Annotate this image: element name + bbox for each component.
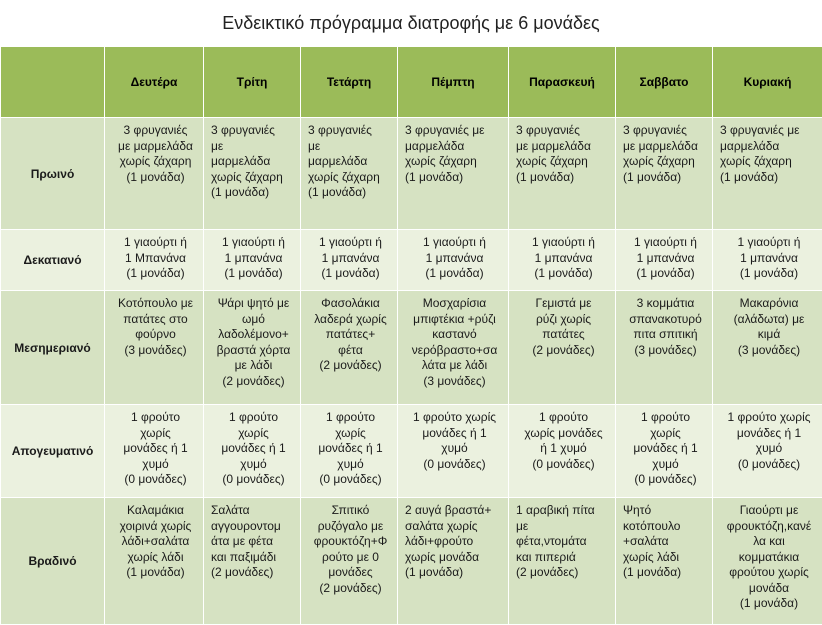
meal-cell-text: Σπιτικό ρυζόγαλο με φρουκτόζη+Φ ρούτο με 0 μονάδες (2 μονάδες) xyxy=(301,498,397,596)
meal-cell xyxy=(398,230,509,291)
meal-cell xyxy=(616,405,713,498)
meal-cell xyxy=(713,291,822,405)
meal-cell xyxy=(204,118,301,230)
meal-cell xyxy=(105,230,204,291)
meal-cell-text: 1 αραβική πίτα με φέτα,ντομάτα και πιπεριά (2 μονάδες) xyxy=(509,498,615,581)
meal-cell-text: 2 αυγά βραστά+ σαλάτα χωρίς λάδι+φρούτο χωρίς μονάδα (1 μονάδα) xyxy=(398,498,508,581)
meal-cell xyxy=(301,230,398,291)
meal-cell xyxy=(616,230,713,291)
meal-cell-text: Ψητό κοτόπουλο +σαλάτα χωρίς λάδι (1 μονάδα) xyxy=(616,498,712,581)
meal-cell xyxy=(301,405,398,498)
meal-cell-text: 3 φρυγανιές με μαρμελάδα χωρίς ζάχαρη (1 μονάδα) xyxy=(105,118,203,185)
meal-cell-text: 1 γιαούρτι ή 1 μπανάνα (1 μονάδα) xyxy=(509,230,615,282)
meal-cell xyxy=(105,291,204,405)
meal-cell xyxy=(509,498,616,625)
meal-cell-text: 1 γιαούρτι ή 1 μπανάνα (1 μονάδα) xyxy=(616,230,712,282)
meal-cell xyxy=(509,118,616,230)
meal-row-snack xyxy=(1,230,822,291)
meal-cell xyxy=(509,230,616,291)
meal-cell-text: 1 φρούτο χωρίς μονάδες ή 1 χυμό (0 μονάδες) xyxy=(105,405,203,488)
meal-cell-text: 1 φρούτο χωρίς μονάδες ή 1 χυμό (0 μονάδες) xyxy=(713,405,822,472)
meal-cell xyxy=(398,118,509,230)
meal-label: Βραδινό xyxy=(1,498,105,625)
meal-cell xyxy=(204,230,301,291)
meal-cell xyxy=(398,291,509,405)
day-header: Τρίτη xyxy=(204,47,301,118)
header-corner xyxy=(1,47,105,118)
meal-cell xyxy=(616,118,713,230)
meal-cell-text: Φασολάκια λαδερά χωρίς πατάτες+ φέτα (2 μονάδες) xyxy=(301,291,397,374)
meal-cell-text: Γιαούρτι με φρουκτόζη,κανέ λα και κομματάκια φρούτου χωρίς μονάδα (1 μονάδα) xyxy=(713,498,822,612)
meal-cell-text: Μοσχαρίσια μπιφτέκια +ρύζι καστανό νερόβραστο+σα λάτα με λάδι (3 μονάδες) xyxy=(398,291,508,389)
meal-cell-text: 1 φρούτο χωρίς μονάδες ή 1 χυμό (0 μονάδες) xyxy=(398,405,508,472)
meal-cell xyxy=(713,498,822,625)
header-row xyxy=(1,47,822,118)
meal-cell-text: 1 φρούτο χωρίς μονάδες ή 1 χυμό (0 μονάδες) xyxy=(301,405,397,488)
meal-cell-text: Σαλάτα αγγουροντομ άτα με φέτα και παξιμάδι (2 μονάδες) xyxy=(204,498,300,581)
meal-cell xyxy=(105,405,204,498)
meal-cell-text: 1 γιαούρτι ή 1 μπανάνα (1 μονάδα) xyxy=(713,230,822,282)
meal-cell-text: 1 γιαούρτι ή 1 Μπανάνα (1 μονάδα) xyxy=(105,230,203,282)
meal-cell xyxy=(713,230,822,291)
meal-cell xyxy=(713,118,822,230)
meal-cell xyxy=(301,498,398,625)
diet-schedule-table xyxy=(0,46,822,625)
meal-cell xyxy=(301,118,398,230)
meal-cell-text: Μακαρόνια (αλάδωτα) με κιμά (3 μονάδες) xyxy=(713,291,822,358)
meal-cell xyxy=(204,291,301,405)
meal-cell xyxy=(105,498,204,625)
meal-cell xyxy=(398,405,509,498)
meal-cell xyxy=(204,405,301,498)
meal-label: Δεκατιανό xyxy=(1,230,105,291)
meal-cell xyxy=(509,291,616,405)
meal-cell-text: 1 φρούτο χωρίς μονάδες ή 1 χυμό (0 μονάδες) xyxy=(509,405,615,472)
day-header: Παρασκευή xyxy=(509,47,616,118)
meal-cell-text: Καλαμάκια χοιρινά χωρίς λάδι+σαλάτα χωρίς λάδι (1 μονάδα) xyxy=(105,498,203,581)
meal-row-afternoon xyxy=(1,405,822,498)
meal-cell xyxy=(616,498,713,625)
meal-cell-text: Γεμιστά με ρύζι χωρίς πατάτες (2 μονάδες) xyxy=(509,291,615,358)
meal-cell xyxy=(301,291,398,405)
page-title: Ενδεικτικό πρόγραμμα διατροφής με 6 μονάδες xyxy=(0,0,822,47)
meal-row-breakfast xyxy=(1,118,822,230)
meal-row-dinner xyxy=(1,498,822,625)
meal-cell xyxy=(509,405,616,498)
meal-cell xyxy=(616,291,713,405)
meal-cell xyxy=(105,118,204,230)
meal-cell-text: 3 κομμάτια σπανακοτυρό πιτα σπιτική (3 μονάδες) xyxy=(616,291,712,358)
meal-cell-text: 1 φρούτο χωρίς μονάδες ή 1 χυμό (0 μονάδες) xyxy=(616,405,712,488)
meal-label: Μεσημεριανό xyxy=(1,291,105,405)
meal-cell-text: 3 φρυγανιές με μαρμελάδα χωρίς ζάχαρη (1 μονάδα) xyxy=(204,118,300,201)
meal-cell-text: 1 γιαούρτι ή 1 μπανάνα (1 μονάδα) xyxy=(301,230,397,282)
day-header: Κυριακή xyxy=(713,47,822,118)
meal-cell-text: 1 φρούτο χωρίς μονάδες ή 1 χυμό (0 μονάδες) xyxy=(204,405,300,488)
meal-cell xyxy=(398,498,509,625)
meal-label: Απογευματινό xyxy=(1,405,105,498)
meal-cell-text: Κοτόπουλο με πατάτες στο φούρνο (3 μονάδες) xyxy=(105,291,203,358)
meal-cell-text: 3 φρυγανιές με μαρμελάδα χωρίς ζάχαρη (1 μονάδα) xyxy=(398,118,508,185)
meal-row-lunch xyxy=(1,291,822,405)
meal-cell-text: Ψάρι ψητό με ωμό λαδολέμονο+ βραστά χόρτα με λάδι (2 μονάδες) xyxy=(204,291,300,389)
meal-cell xyxy=(713,405,822,498)
meal-cell-text: 3 φρυγανιές με μαρμελάδα χωρίς ζάχαρη (1 μονάδα) xyxy=(616,118,712,185)
meal-cell-text: 3 φρυγανιές με μαρμελάδα χωρίς ζάχαρη (1 μονάδα) xyxy=(301,118,397,201)
day-header: Σαββατο xyxy=(616,47,713,118)
meal-cell-text: 3 φρυγανιές με μαρμελάδα χωρίς ζάχαρη (1 μονάδα) xyxy=(713,118,822,185)
day-header: Δευτέρα xyxy=(105,47,204,118)
day-header: Τετάρτη xyxy=(301,47,398,118)
meal-cell-text: 3 φρυγανιές με μαρμελάδα χωρίς ζάχαρη (1 μονάδα) xyxy=(509,118,615,185)
meal-cell xyxy=(204,498,301,625)
meal-label: Πρωινό xyxy=(1,118,105,230)
meal-cell-text: 1 γιαούρτι ή 1 μπανάνα (1 μονάδα) xyxy=(204,230,300,282)
day-header: Πέμπτη xyxy=(398,47,509,118)
meal-cell-text: 1 γιαούρτι ή 1 μπανάνα (1 μονάδα) xyxy=(398,230,508,282)
